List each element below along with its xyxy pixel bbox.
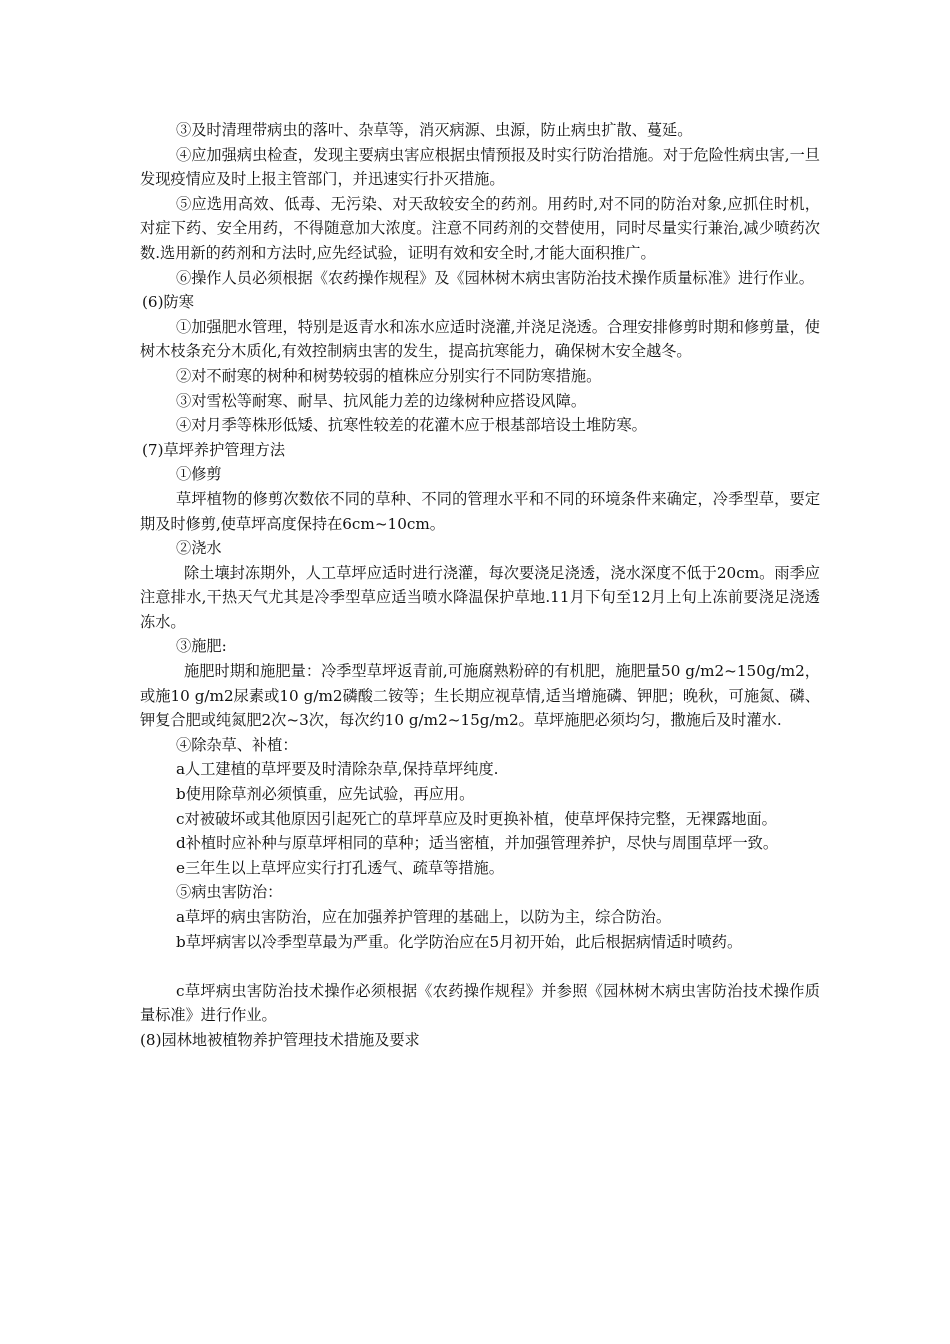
section-heading-ground-cover: (8)园林地被植物养护管理技术措施及要求 <box>140 1030 420 1049</box>
paragraph-windbreak: ③对雪松等耐寒、耐旱、抗风能力差的边缘树种应搭设风障。 <box>176 391 587 410</box>
paragraph-operator-rules: ⑥操作人员必须根据《农药操作规程》及《园林树木病虫害防治技术操作质量标准》进行作业。 <box>176 268 814 287</box>
blank-line <box>140 954 820 979</box>
paragraph-weeding-d: d补植时应补种与原草坪相同的草种；适当密植，并加强管理养护，尽快与周围草坪一致。 <box>176 834 779 853</box>
paragraph-pesticide-selection: ⑤应选用高效、低毒、无污染、对天敌较安全的药剂。用药时,对不同的防治对象,应抓住时机，对症下药、安全用药，不得随意加大浓度。注意不同药剂的交替使用，同时尽量实行兼治,减少喷药次数.选用新的药剂和方法时,应先经试验，证明有效和安全时,才能大面积推广。 <box>140 194 820 262</box>
paragraph-weeding-b: b使用除草剂必须慎重，应先试验，再应用。 <box>176 785 475 804</box>
paragraph-soil-mound: ④对月季等株形低矮、抗寒性较差的花灌木应于根基部培设土堆防寒。 <box>176 416 647 435</box>
paragraph-fertilizer-water: ①加强肥水管理，特别是返青水和冻水应适时浇灌,并浇足浇透。合理安排修剪时期和修剪量，使树木枝条充分木质化,有效控制病虫害的发生，提高抗寒能力，确保树木安全越冬。 <box>140 317 820 361</box>
subheading-weeding: ④除杂草、补植： <box>176 735 298 754</box>
section-heading-cold-protection: (6)防寒 <box>142 293 194 312</box>
paragraph-mowing: 草坪植物的修剪次数依不同的草种、不同的管理水平和不同的环境条件来确定，冷季型草，要定期及时修剪,使草坪高度保持在6cm~10cm。 <box>140 489 820 533</box>
paragraph-watering: 除土壤封冻期外，人工草坪应适时进行浇灌，每次要浇足浇透，浇水深度不低于20cm。雨季应注意排水,干热天气尤其是冷季型草应适当喷水降温保护草地.11月下旬至12月上旬上冻前要浇足浇透冻水。 <box>140 563 820 631</box>
subheading-watering: ②浇水 <box>176 539 222 558</box>
subheading-pest-control: ⑤病虫害防治： <box>176 883 283 902</box>
subheading-mowing: ①修剪 <box>176 465 222 484</box>
paragraph-pest-b: b草坪病害以冷季型草最为严重。化学防治应在5月初开始，此后根据病情适时喷药。 <box>176 932 743 951</box>
paragraph-clean-leaves: ③及时清理带病虫的落叶、杂草等，消灭病源、虫源，防止病虫扩散、蔓延。 <box>176 121 693 139</box>
paragraph-pest-inspection: ④应加强病虫检查，发现主要病虫害应根据虫情预报及时实行防治措施。对于危险性病虫害,一旦发现疫情应及时上报主管部门，并迅速实行扑灭措施。 <box>140 145 820 189</box>
paragraph-weeding-a: a人工建植的草坪要及时清除杂草,保持草坪纯度. <box>176 760 499 779</box>
paragraph-weeding-e: e三年生以上草坪应实行打孔透气、疏草等措施。 <box>176 858 504 877</box>
subheading-fertilizing: ③施肥: <box>176 637 227 656</box>
document-body <box>140 118 820 1053</box>
paragraph-weeding-c: c对被破坏或其他原因引起死亡的草坪草应及时更换补植，使草坪保持完整，无裸露地面。 <box>176 809 777 828</box>
paragraph-pest-a: a草坪的病虫害防治，应在加强养护管理的基础上，以防为主，综合防治。 <box>176 908 672 926</box>
paragraph-pest-c: c草坪病虫害防治技术操作必须根据《农药操作规程》并参照《园林树木病虫害防治技术操作质量标准》进行作业。 <box>140 981 820 1025</box>
section-heading-lawn-care: (7)草坪养护管理方法 <box>142 440 286 459</box>
paragraph-fertilizing: 施肥时期和施肥量：冷季型草坪返青前,可施腐熟粉碎的有机肥，施肥量50 g/m2~150g/m2，或施10 g/m2尿素或10 g/m2磷酸二铵等；生长期应视草情,适当增施磷、钾肥；晚秋，可施氮、磷、钾复合肥或纯氮肥2次~3次，每次约10 g/m2~15g/m2。草坪施肥必须均匀，撒施后及时灌水. <box>140 662 820 730</box>
paragraph-non-hardy-species: ②对不耐寒的树种和树势较弱的植株应分别实行不同防寒措施。 <box>176 366 602 385</box>
